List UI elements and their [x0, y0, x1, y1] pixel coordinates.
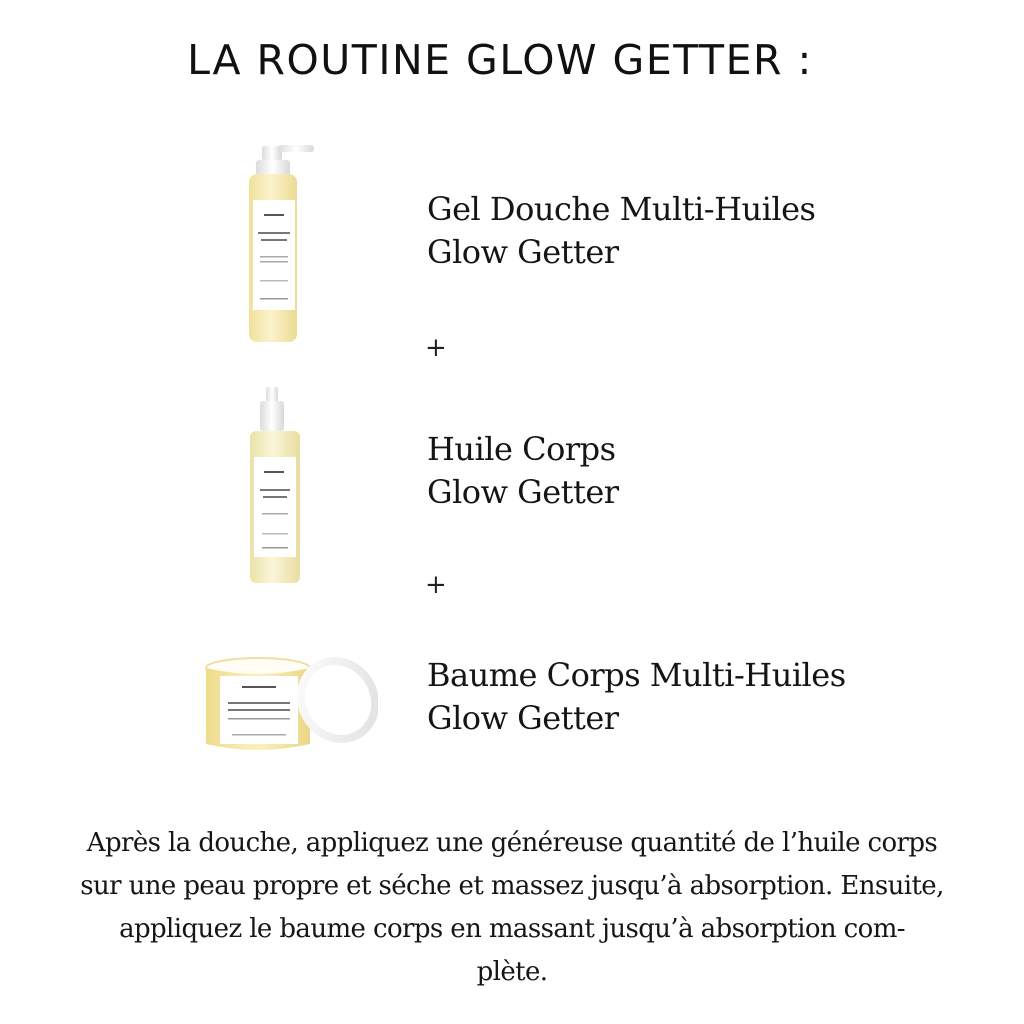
instructions-line: plète. — [476, 957, 548, 987]
product-name-line: Glow Getter — [427, 473, 619, 511]
product-name-line: Gel Douche Multi-Huiles — [427, 190, 816, 228]
plus-separator: + — [425, 570, 447, 600]
product-name-line: Glow Getter — [427, 233, 619, 271]
usage-instructions — [30, 822, 994, 994]
page-title: LA ROUTINE GLOW GETTER : — [187, 36, 813, 84]
dropper-bottle-icon — [246, 385, 306, 587]
product-name-shower-gel — [427, 188, 815, 274]
product-name-body-oil — [427, 428, 619, 514]
product-name-line: Huile Corps — [427, 430, 616, 468]
product-name-line: Glow Getter — [427, 699, 619, 737]
instructions-line: Après la douche, appliquez une généreuse quantité de l’huile corps — [86, 828, 938, 858]
balm-jar-icon — [198, 640, 378, 756]
pump-bottle-icon — [238, 140, 328, 346]
product-name-body-balm — [427, 654, 846, 740]
instructions-line: sur une peau propre et séche et massez jusqu’à absorption. Ensuite, — [80, 871, 944, 901]
product-name-line: Baume Corps Multi-Huiles — [427, 656, 846, 694]
plus-separator: + — [425, 333, 447, 363]
instructions-line: appliquez le baume corps en massant jusqu’à absorption com- — [119, 914, 905, 944]
